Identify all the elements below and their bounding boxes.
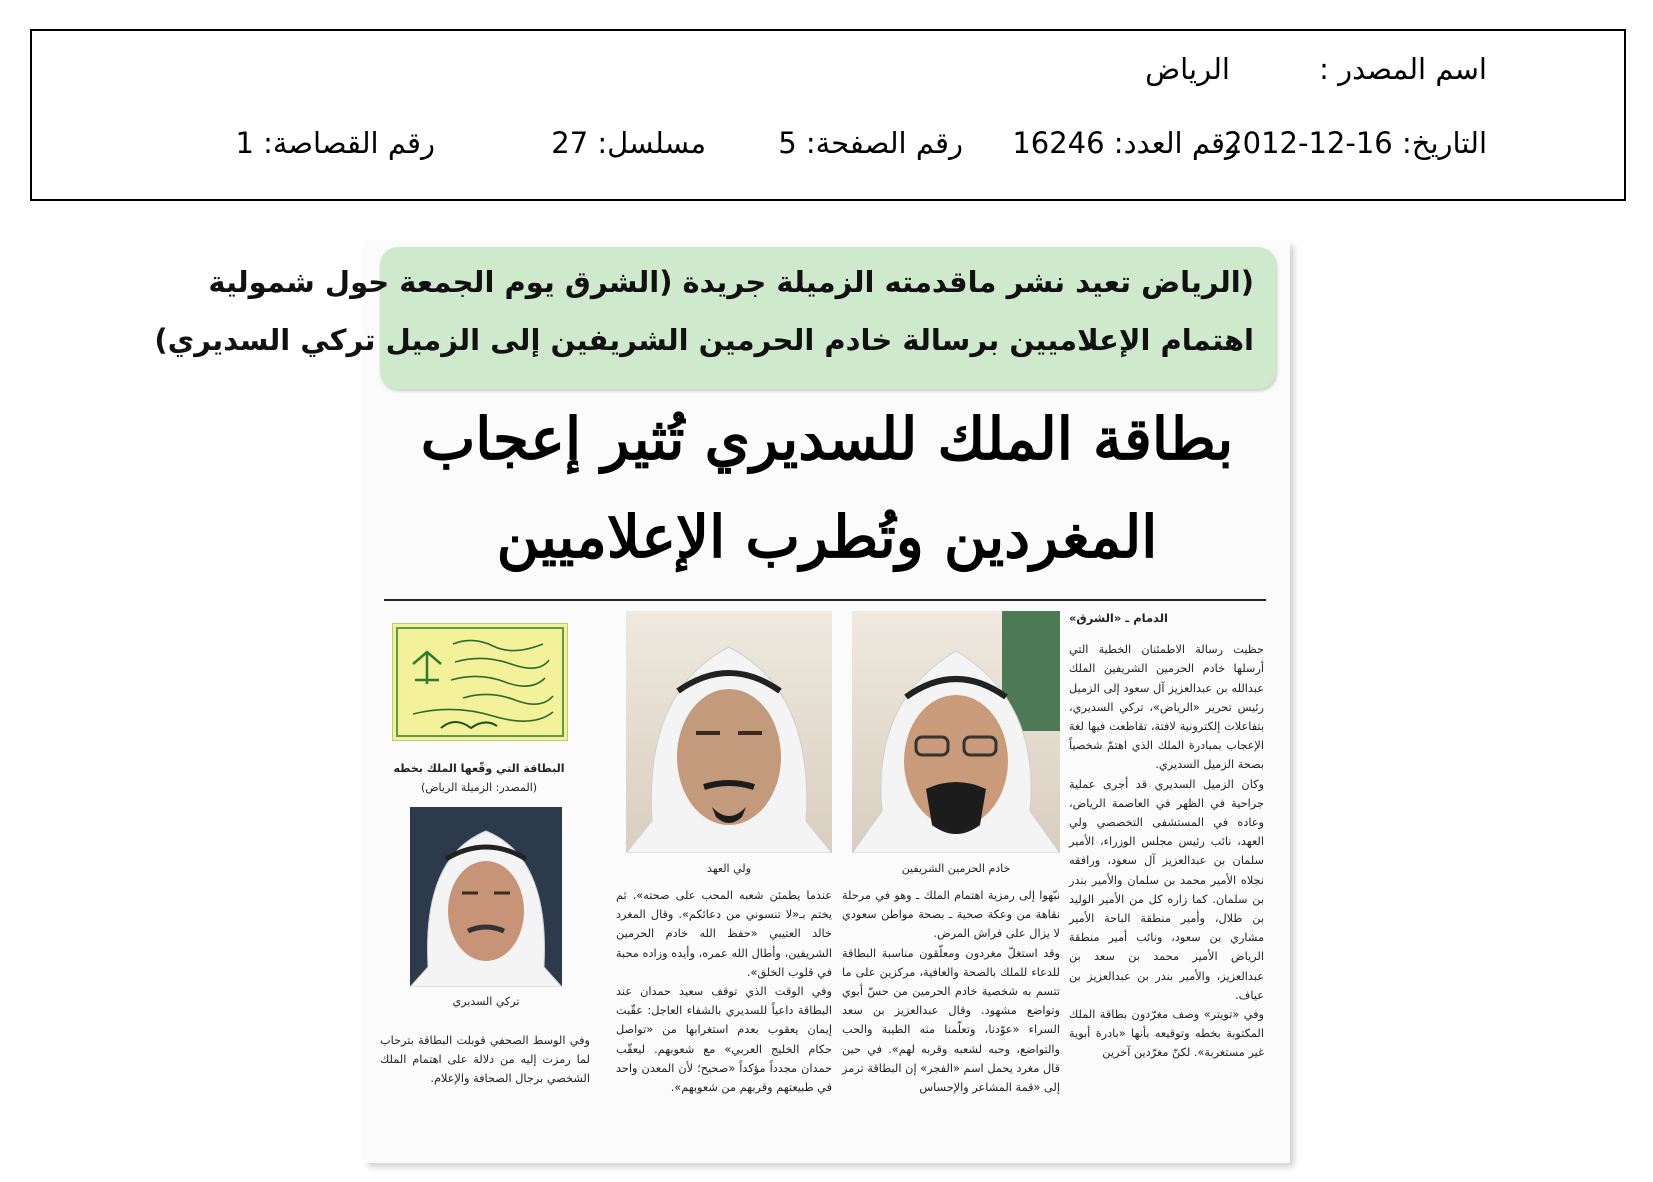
date-field: التاريخ: 16-12-2012 [1224,126,1487,160]
article-paragraph: حظيت رسالة الاطمئنان الخطية التي أرسلها خادم الحرمين الشريفين الملك عبدالله بن عبدالعزيز آل سعود إلى الزميل رئيس تحرير «الرياض»، تركي السديري، بتفاعلات إلكترونية لافتة، تقاطعت فيها لغة الإعجاب بمبادرة الملك الذي اهتمّ شخصياً بصحة الزميل السديري. [1069,643,1264,772]
dateline: الدمام ـ «الشرق» [1069,611,1168,625]
handwritten-card-illustration [393,624,567,740]
article-column-3 [616,886,832,1156]
headline-line-2: المغردين وتُطرب الإعلاميين [496,503,1158,571]
banner-line-2: اهتمام الإعلاميين برسالة خادم الحرمين الشريفين إلى الزميل تركي السديري) [154,323,1254,357]
serial-field: مسلسل: 27 [551,126,706,160]
source-value: الرياض [1145,52,1230,86]
crown-prince-photo [626,611,832,853]
sudairi-portrait-illustration [410,807,562,987]
article-paragraph: نبّهوا إلى رمزية اهتمام الملك ـ وهو في مرحلة نقاهة من وعكة صحية ـ بصحة مواطن سعودي لا يزال على فراش المرض. [842,889,1060,941]
headline-rule [384,599,1266,601]
newspaper-clipping [154,241,1290,1163]
headline-line-1: بطاقة الملك للسديري تُثير إعجاب [420,405,1234,473]
source-label: اسم المصدر : [1319,52,1487,86]
article-column-2 [842,886,1060,1156]
article-paragraph: وفي الوقت الذي توقف سعيد حمدان عند البطاقة داعياً للسديري بالشفاء العاجل: عقّبت إيمان يعقوب بعدم استغرابها من «تواصل حكام الخليج العربي» مع شعوبهم. ليعقّب حمدان مجدداً مؤكداً «صحيح؛ لأن المعدن واحد في طبيعتهم وقربهم من شعوبهم». [616,985,832,1095]
article-column-4 [380,1031,590,1151]
banner-line-1: (الرياض تعيد نشر ماقدمته الزميلة جريدة (الشرق يوم الجمعة حول شمولية [208,265,1254,299]
crown-prince-caption: ولي العهد [707,862,751,875]
issue-field: رقم العدد: 16246 [1012,126,1239,160]
green-banner [154,247,1276,389]
card-caption-2: (المصدر: الزميلة الرياض) [420,781,538,794]
royal-card-image [392,623,568,741]
king-caption: خادم الحرمين الشريفين [901,862,1011,875]
crown-prince-portrait-illustration [626,611,832,853]
article-paragraph: وفي «تويتر» وصف مغرّدون بطاقة الملك المكتوبة بخطه وتوقيعه بأنها «بادرة أبوية غير مستغربة». لكنّ مغرّدين آخرين [1069,1008,1264,1060]
article-column-1 [1069,609,1264,1159]
article-paragraph: وكان الزميل السديري قد أجرى عملية جراحية في الظهر في العاصمة الرياض، وعاده في المستشفى التخصصي ولي العهد، نائب رئيس مجلس الوزراء، الأمير سلمان بن عبدالعزيز آل سعود، ورافقه نجلاه الأمير محمد بن سلمان والأمير بندر بن سلمان. كما زاره كل من الأمير الوليد بن طلال، وأمير منطقة الباحة الأمير مشاري بن سعود، ونائب أمير منطقة الرياض الأمير محمد بن سعد بن عبدالعزيز، والأمير بندر بن عبدالعزيز بن عياف. [1069,777,1264,1002]
king-portrait-illustration [852,611,1060,853]
card-caption-1: البطاقة التي وقّعها الملك بخطه [393,762,565,775]
article-paragraph: وقد استغلّ مغردون ومعلّقون مناسبة البطاقة للدعاء للملك بالصحة والعافية، مركزين على ما تتسم به شخصية خادم الحرمين من حسّ أبوي وتواضع مشهود. وقال عبدالعزيز بن سعد السراء «عوّدنا، وتعلّمنا منه الطيبة والحب والتواضع، وحبه لشعبه وقربه لهم». في حين قال مغرد يحمل اسم «الفجر» إن البطاقة ترمز إلى «قمة المشاعر والإحساس [842,946,1060,1095]
article-paragraph: وفي الوسط الصحفي قوبلت البطاقة بترحاب لما رمزت إليه من دلالة على اهتمام الملك الشخصي برجال الصحافة والإعلام. [380,1034,590,1086]
article-paragraph: عندما يطمئن شعبه المحب على صحته». ثم يختم بـ«لا تنسوني من دعائكم». وقال المغرد خالد العتيبي «حفظ الله خادم الحرمين الشريفين، وأطال الله عمره، وأيده وزاده محبة في قلوب الخلق». [616,889,832,979]
king-photo [852,611,1060,853]
sudairi-caption: تركي السديري [452,995,520,1008]
clip-number-field: رقم القصاصة: 1 [235,126,435,160]
page-field: رقم الصفحة: 5 [778,126,963,160]
sudairi-photo [410,807,562,987]
